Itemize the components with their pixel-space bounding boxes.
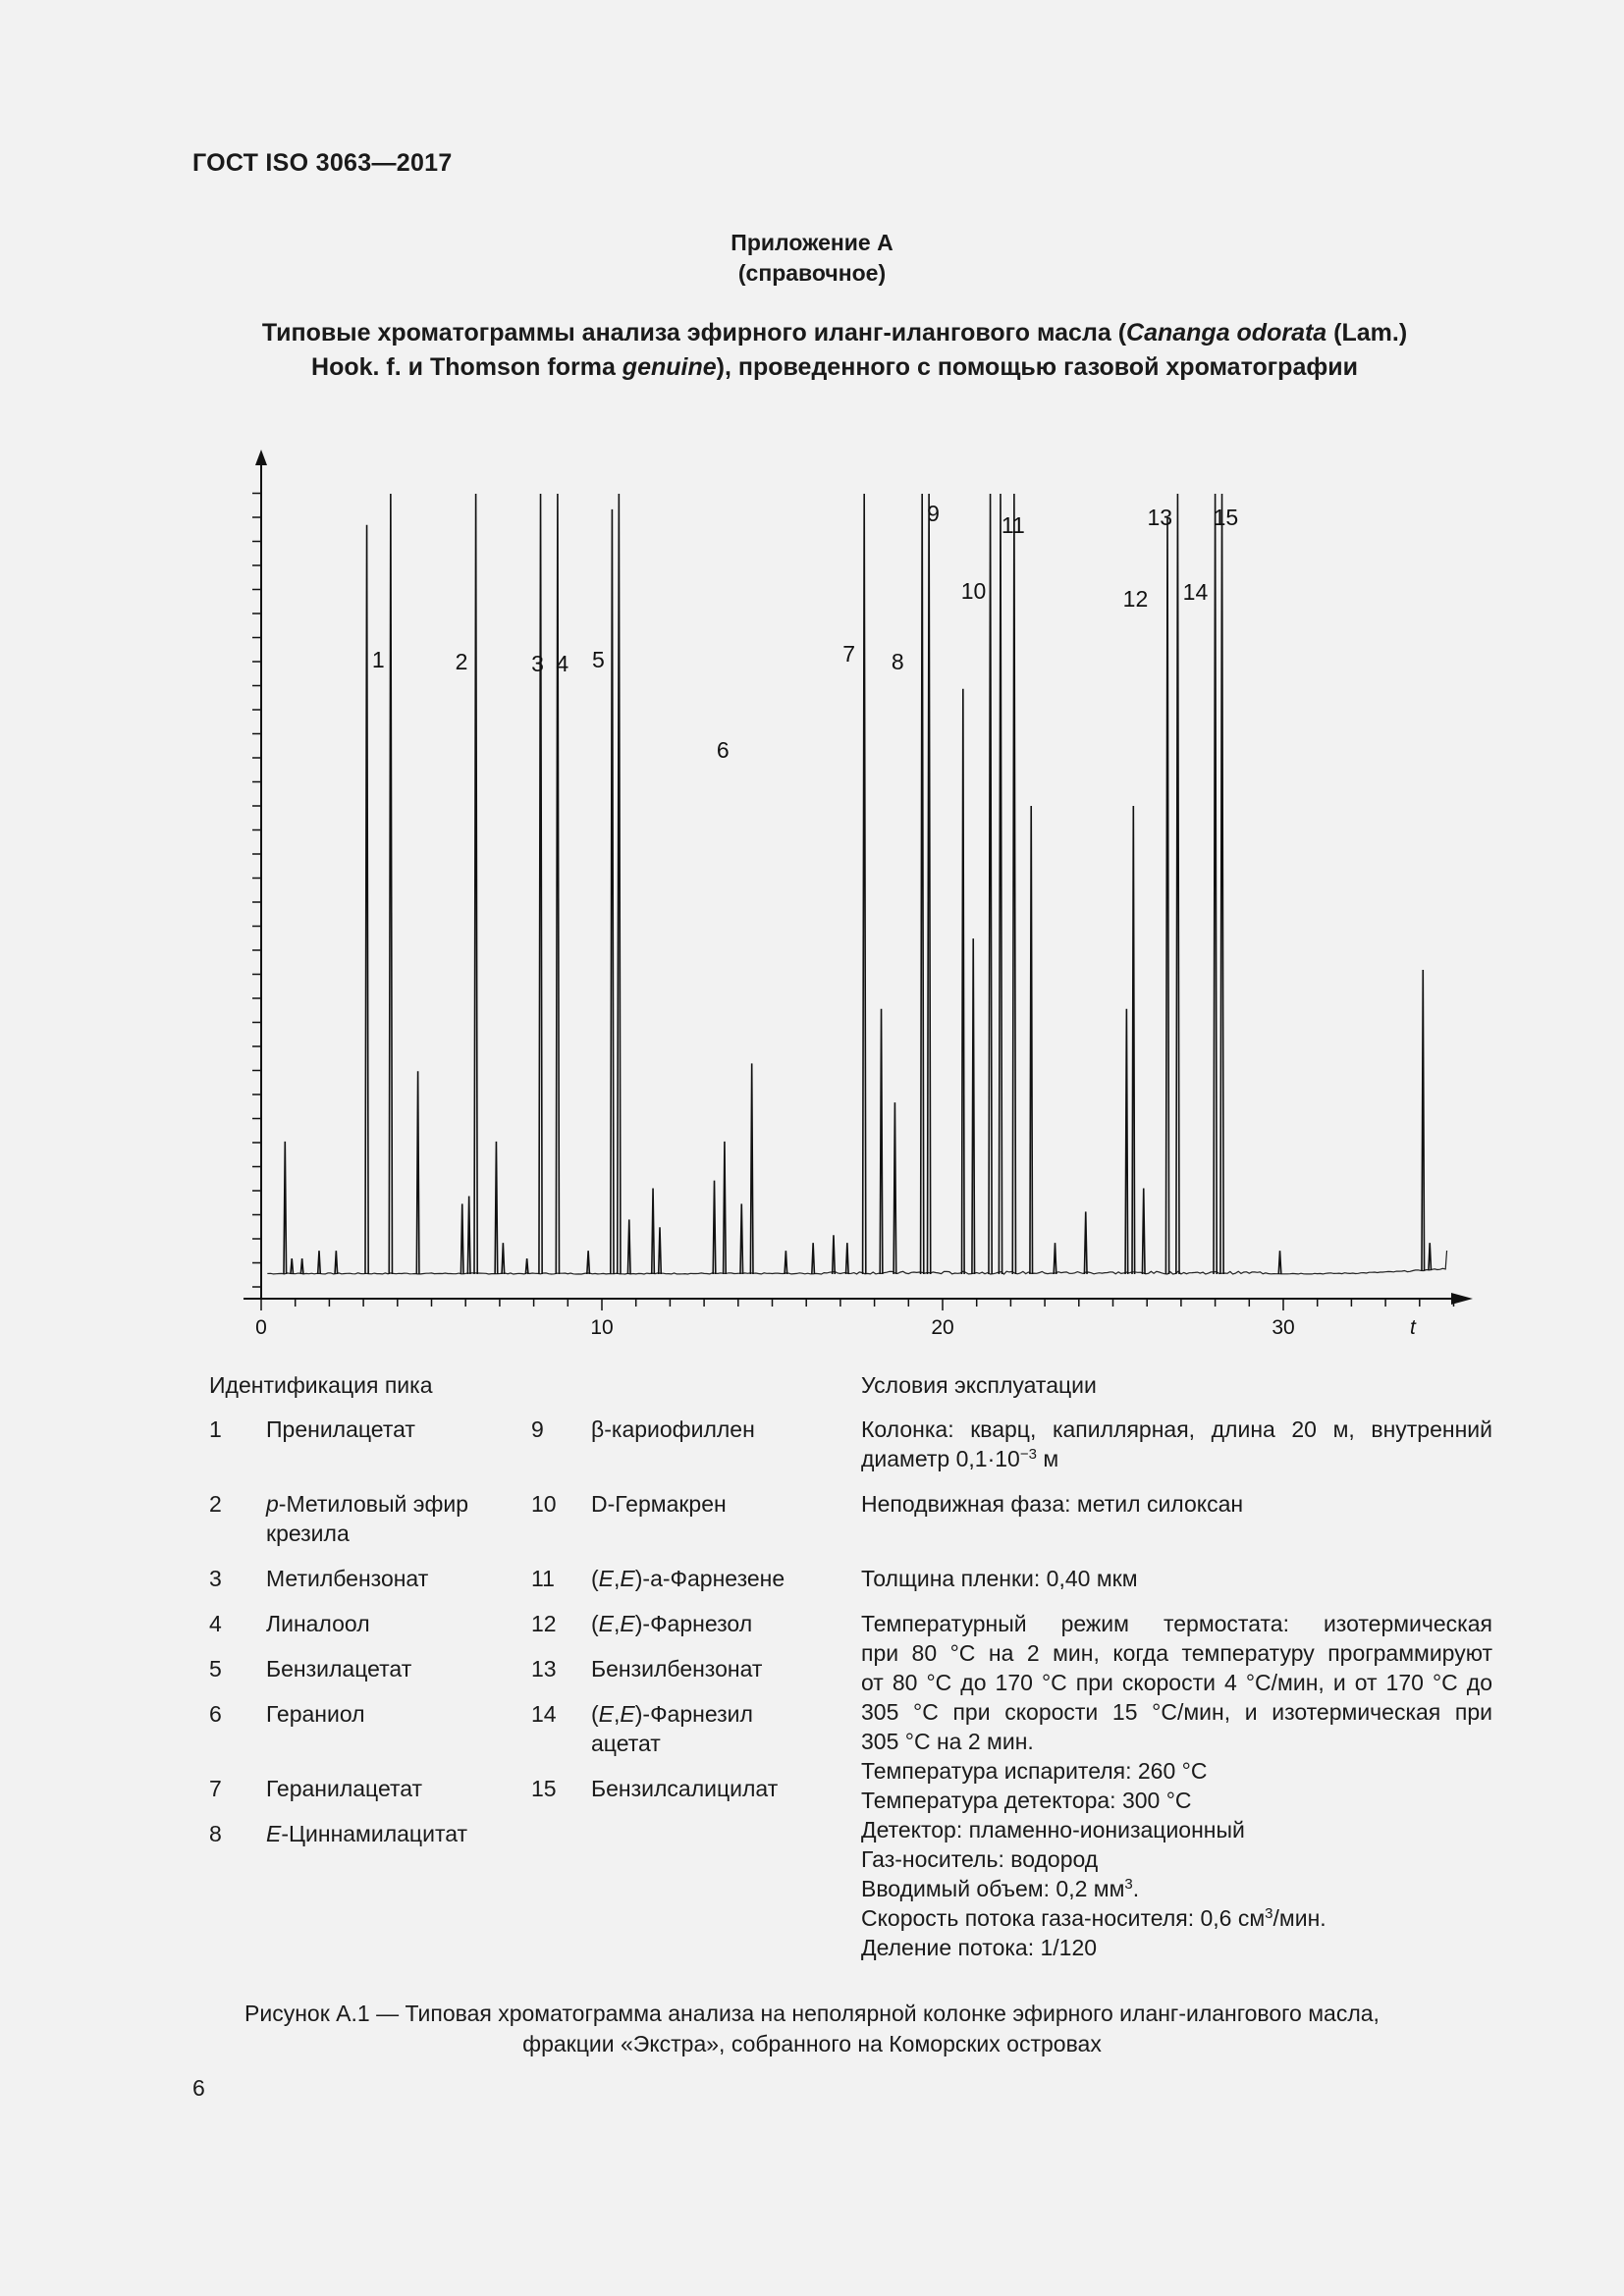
peak — [389, 494, 392, 1274]
document-code: ГОСТ ISO 3063—2017 — [192, 149, 453, 177]
figure-title-line-2 — [196, 350, 1473, 385]
peak — [846, 1243, 849, 1274]
x-tick-label: 20 — [931, 1316, 954, 1339]
peak-table-compound-cont: крезила — [266, 1521, 350, 1546]
cond-text: Вводимый объем: 0,2 мм — [861, 1876, 1125, 1901]
peak-table-number: 1 — [209, 1416, 222, 1442]
cond-sup: 3 — [1124, 1876, 1133, 1893]
appendix-line-1: Приложение А — [731, 230, 893, 255]
conditions-heading: Условия эксплуатации — [861, 1372, 1097, 1398]
cond-film-text: Толщина пленки: 0,40 мкм — [861, 1566, 1138, 1591]
peak — [1422, 970, 1425, 1271]
peak — [989, 494, 992, 1274]
peak — [502, 1243, 505, 1274]
peak — [539, 494, 542, 1274]
x-axis-arrow — [1451, 1293, 1473, 1305]
peak-table-number: 15 — [531, 1776, 557, 1801]
peak-table-compound: Пренилацетат — [266, 1416, 415, 1442]
title-italic-forma: genuine — [622, 353, 717, 381]
peak — [1214, 494, 1217, 1274]
y-axis-arrow — [255, 450, 267, 465]
appendix-heading — [0, 228, 1624, 289]
peak-label: 2 — [455, 649, 468, 674]
peak-table-number: 8 — [209, 1821, 222, 1846]
peak — [1132, 806, 1135, 1274]
peak-table-number: 14 — [531, 1701, 557, 1727]
operating-conditions — [861, 1415, 1492, 1962]
peak-table-compound: E-Циннамилацитат — [266, 1821, 468, 1846]
peak — [291, 1258, 294, 1274]
cond-film — [861, 1564, 1492, 1609]
peak — [627, 1219, 630, 1274]
peak-label: 1 — [371, 647, 385, 672]
cond-temp-line: при 80 °С на 2 мин, когда температуру программируют — [861, 1640, 1492, 1666]
chromatogram-chart — [196, 432, 1473, 1355]
peak-label: 8 — [891, 649, 904, 674]
peak-table-compound: (E,E)-Фарнезил ацетат — [591, 1701, 753, 1756]
peak-label: 10 — [960, 578, 987, 604]
peak — [474, 494, 477, 1274]
peak-table-compound: (E,E)-Фарнезол — [591, 1611, 753, 1636]
peak-table-number: 13 — [531, 1656, 557, 1682]
peak — [416, 1071, 419, 1274]
cond-flow — [861, 1903, 1492, 1933]
peak-label: 6 — [716, 737, 730, 763]
peak — [880, 1009, 883, 1274]
peak — [1054, 1243, 1056, 1274]
peak-table-compound: Гераниол — [266, 1701, 365, 1727]
cond-text: Скорость потока газа-носителя: 0,6 см — [861, 1905, 1266, 1931]
cond-carrier: Газ-носитель: водород — [861, 1846, 1099, 1872]
peak — [611, 509, 614, 1274]
x-axis-label: t — [1409, 1316, 1416, 1339]
peak-label: 4 — [556, 651, 569, 676]
cond-column-line-1: Колонка: кварц, капиллярная, длина 20 м, внутренний — [861, 1416, 1492, 1442]
cond-split: Деление потока: 1/120 — [861, 1935, 1098, 1960]
peak-label: 14 — [1182, 579, 1209, 605]
peak — [713, 1181, 716, 1274]
caption-line-1: Рисунок А.1 — Типовая хроматограмма анализа на неполярной колонке эфирного иланг-илангового масла, — [244, 2001, 1380, 2026]
cond-text: диаметр 0,1·10 — [861, 1446, 1020, 1471]
peak — [833, 1235, 836, 1274]
peak — [1176, 494, 1179, 1274]
peak — [1142, 1189, 1145, 1274]
cond-column-line-2 — [861, 1444, 1492, 1473]
cond-injector: Температура испарителя: 260 °С — [861, 1758, 1208, 1784]
cond-column — [861, 1415, 1492, 1489]
peak — [863, 494, 866, 1274]
peaks — [268, 494, 1447, 1274]
peak-table-compound: Линалоол — [266, 1611, 370, 1636]
peak-table-compound: (E,E)-а-Фарнезене — [591, 1566, 785, 1591]
peak — [284, 1142, 287, 1274]
peak — [1012, 494, 1015, 1274]
peak — [921, 494, 924, 1274]
peak-table-number: 6 — [209, 1701, 222, 1727]
peak — [962, 689, 965, 1274]
peak-table-number: 12 — [531, 1611, 557, 1636]
peak — [300, 1258, 303, 1274]
cond-temp-line: от 80 °С до 170 °С при скорости 4 °С/мин, и от 170 °С до — [861, 1670, 1492, 1695]
peak-label: 15 — [1213, 505, 1239, 530]
peak-label: 3 — [531, 651, 544, 676]
peak-table-heading: Идентификация пика — [209, 1372, 433, 1398]
peak-label: 7 — [842, 641, 856, 667]
peak-table-compound: Метилбензонат — [266, 1566, 429, 1591]
peak-label: 5 — [592, 647, 605, 672]
peak-table-number: 5 — [209, 1656, 222, 1682]
peak — [556, 494, 559, 1274]
peak — [365, 525, 368, 1274]
peak-table-compound: Бензилсалицилат — [591, 1776, 779, 1801]
baseline-trace — [268, 1251, 1447, 1274]
cond-text: . — [1132, 1876, 1140, 1901]
x-tick-label: 0 — [255, 1316, 267, 1339]
figure-caption — [0, 1999, 1624, 2059]
peak-table-compound: D-Гермакрен — [591, 1491, 727, 1517]
peak — [1125, 1009, 1128, 1274]
axes — [244, 450, 1473, 1305]
cond-temperature — [861, 1609, 1492, 1756]
cond-temp-line: 305 °С при скорости 15 °С/мин, и изотермическая при — [861, 1699, 1492, 1725]
peak — [652, 1189, 655, 1274]
peak — [467, 1197, 470, 1275]
peak-table-number: 9 — [531, 1416, 544, 1442]
peak-table-compound: Бензилбензонат — [591, 1656, 763, 1682]
cond-temp-line: Температурный режим термостата: изотермическая — [861, 1611, 1492, 1636]
figure-title — [196, 316, 1473, 385]
peak — [740, 1203, 743, 1274]
peak-table-compound: Геранилацетат — [266, 1776, 423, 1801]
title-part: ), проведенного с помощью газовой хроматографии — [716, 353, 1358, 381]
page-number: 6 — [192, 2075, 205, 2101]
cond-temp-line: 305 °С на 2 мин. — [861, 1729, 1034, 1754]
peak-label: 12 — [1122, 586, 1149, 612]
chromatogram-svg — [196, 432, 1473, 1355]
peak — [460, 1203, 463, 1274]
peak-labels — [372, 501, 1238, 763]
peak — [1084, 1211, 1087, 1274]
peak — [1030, 806, 1033, 1274]
title-part: (Lam.) — [1326, 319, 1408, 347]
peak — [618, 494, 621, 1274]
peak-label: 13 — [1147, 505, 1173, 530]
peak — [587, 1251, 590, 1274]
peak — [1165, 517, 1168, 1274]
peak-table-number: 11 — [531, 1566, 555, 1591]
peak-table-number: 4 — [209, 1611, 222, 1636]
cond-detector: Детектор: пламенно-ионизационный — [861, 1817, 1245, 1842]
cond-sup: 3 — [1265, 1905, 1273, 1922]
peak — [972, 938, 975, 1274]
x-ticks — [255, 1299, 1453, 1339]
peak — [750, 1063, 753, 1274]
peak — [1220, 494, 1223, 1274]
peak — [318, 1251, 321, 1274]
cond-detector-temp: Температура детектора: 300 °С — [861, 1788, 1192, 1813]
peak-table-compound-cont: ацетат — [591, 1731, 661, 1756]
peak-table-number: 2 — [209, 1491, 222, 1517]
peak — [999, 494, 1001, 1274]
peak — [495, 1142, 498, 1274]
peak — [785, 1251, 787, 1274]
peak-table-number: 10 — [531, 1491, 557, 1517]
cond-text: м — [1036, 1446, 1059, 1471]
title-italic-species: Cananga odorata — [1126, 319, 1327, 347]
peak-table-number: 7 — [209, 1776, 222, 1801]
cond-volume — [861, 1874, 1492, 1903]
peak-table-compound: β-кариофиллен — [591, 1416, 755, 1442]
peak — [724, 1142, 727, 1274]
x-tick-label: 10 — [590, 1316, 614, 1339]
peak-label: 9 — [927, 501, 940, 526]
peak-table-compound: p-Метиловый эфир крезила — [266, 1491, 469, 1546]
x-tick-label: 30 — [1272, 1316, 1295, 1339]
title-part: Hook. f. и Thomson forma — [311, 353, 623, 381]
title-part: Типовые хроматограммы анализа эфирного иланг-илангового масла ( — [261, 319, 1127, 347]
peak — [525, 1258, 528, 1274]
cond-stationary-text: Неподвижная фаза: метил силоксан — [861, 1491, 1244, 1517]
cond-text: /мин. — [1272, 1905, 1326, 1931]
peak — [659, 1227, 662, 1274]
peak-label: 11 — [1001, 512, 1025, 538]
peak — [893, 1102, 896, 1274]
peak — [335, 1251, 338, 1274]
peak — [1278, 1251, 1281, 1274]
appendix-line-2: (справочное) — [737, 260, 887, 286]
peak — [812, 1243, 815, 1274]
peak-table-compound: Бензилацетат — [266, 1656, 412, 1682]
peak — [1429, 1243, 1432, 1270]
peak-table-number: 3 — [209, 1566, 222, 1591]
figure-title-line-1 — [196, 316, 1473, 350]
peak — [928, 494, 931, 1274]
caption-line-2: фракции «Экстра», собранного на Коморских островах — [522, 2031, 1102, 2056]
cond-sup: −3 — [1019, 1446, 1037, 1463]
cond-stationary — [861, 1489, 1492, 1564]
